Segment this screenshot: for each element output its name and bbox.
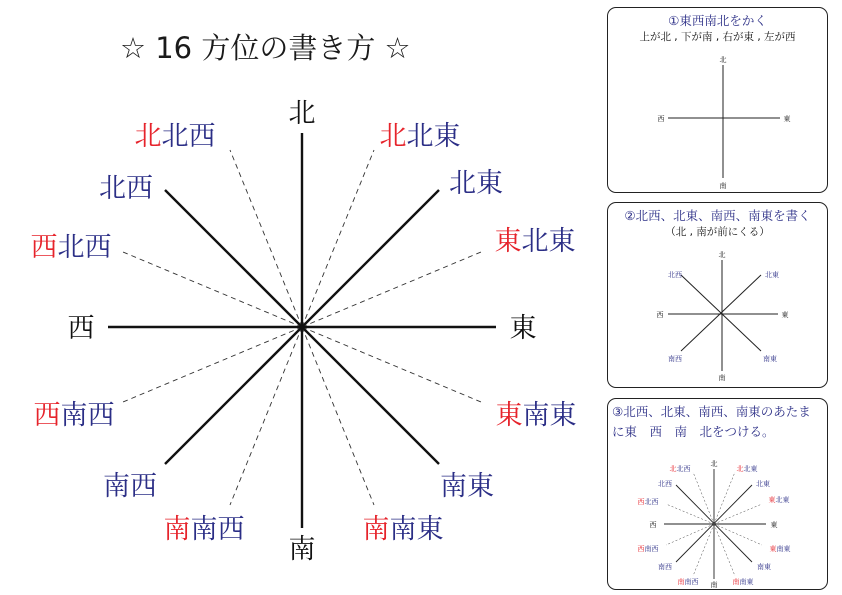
step3-title: ③北西、北東、南西、南東のあたま: [612, 404, 811, 419]
step2-n: 北: [718, 251, 726, 259]
step2-subtitle: （北 , 南が前にくる）: [665, 226, 770, 238]
dash-wsw: [123, 327, 302, 402]
dash-ene: [302, 252, 481, 327]
step2-compass: [608, 203, 829, 389]
step3-subtitle: に東 西 南 北をつける。: [612, 424, 775, 439]
label-wsw: 西南西: [33, 400, 115, 431]
step2-panel: [607, 202, 828, 388]
label-s: 南: [288, 534, 316, 565]
step3-sse: 南南東: [732, 578, 754, 586]
step3-s: 南: [710, 581, 718, 589]
main-compass-lines: [108, 133, 496, 528]
label-se: 南東: [440, 471, 494, 502]
dash-ssw: [230, 327, 302, 505]
step3-n: 北: [710, 460, 718, 468]
step2-se: 南東: [763, 355, 777, 363]
step2-s: 南: [718, 374, 726, 382]
label-e: 東: [509, 313, 537, 344]
dash-wnw: [123, 252, 302, 327]
label-nne: 北北東: [379, 121, 461, 152]
step3-sw: 南西: [658, 563, 672, 571]
label-sse: 南南東: [362, 514, 444, 545]
page-title: ☆ 16 方位の書き方 ☆: [120, 31, 411, 65]
label-ne: 北東: [449, 168, 503, 199]
step3-compass: [608, 399, 829, 591]
step1-title: ①東西南北をかく: [668, 13, 767, 28]
dash-nnw: [230, 150, 302, 327]
step3-ssw: 南南西: [677, 578, 699, 586]
label-wnw: 西北西: [30, 232, 112, 263]
label-w: 西: [67, 313, 95, 344]
step3-e: 東: [770, 521, 778, 529]
step3-w: 西: [649, 521, 657, 529]
step1-n: 北: [719, 56, 727, 64]
dash-nne: [302, 150, 374, 327]
step1-w: 西: [657, 115, 665, 123]
step2-sw: 南西: [668, 355, 682, 363]
step2-w: 西: [656, 311, 664, 319]
step3-wnw: 西北西: [637, 498, 659, 506]
step3-se: 南東: [757, 563, 771, 571]
label-ene: 東北東: [494, 226, 576, 257]
step3-ene: 東北東: [768, 496, 790, 504]
step3-nnw: 北北西: [669, 465, 691, 473]
step3-nw: 北西: [658, 480, 672, 488]
label-nnw: 北北西: [134, 121, 216, 152]
step2-title: ②北西、北東、南西、南東を書く: [624, 208, 811, 223]
step1-subtitle: 上が北 , 下が南 , 右が東 , 左が西: [639, 31, 796, 43]
label-ssw: 南南西: [163, 514, 245, 545]
step3-ne: 北東: [756, 480, 770, 488]
step3-ese: 東南東: [769, 545, 791, 553]
step1-s: 南: [719, 182, 727, 190]
center-dot: [299, 324, 305, 330]
step1-e: 東: [783, 115, 791, 123]
label-n: 北: [288, 98, 316, 129]
step2-ne: 北東: [765, 271, 779, 279]
dash-sse: [302, 327, 374, 505]
label-ese: 東南東: [495, 400, 577, 431]
step1-panel: [607, 7, 828, 193]
step1-compass: [608, 8, 829, 194]
label-sw: 南西: [103, 471, 157, 502]
label-nw: 北西: [99, 173, 153, 204]
step2-nw: 北西: [668, 271, 682, 279]
step3-nne: 北北東: [736, 465, 758, 473]
dash-ese: [302, 327, 481, 402]
step3-wsw: 西南西: [637, 545, 659, 553]
step2-e: 東: [781, 311, 789, 319]
step3-panel: [607, 398, 828, 590]
